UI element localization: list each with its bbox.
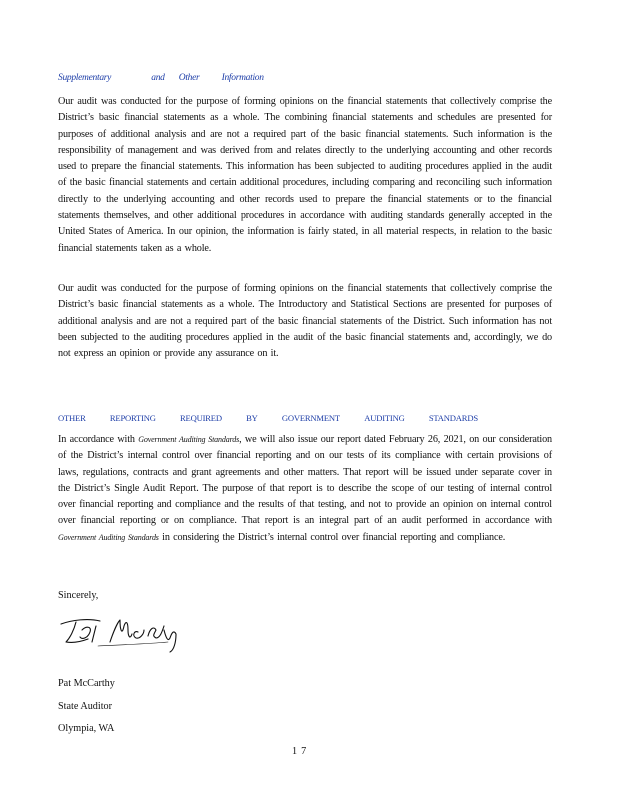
heading-word: Supplementary <box>58 73 112 83</box>
paragraph-text-start: In accordance with <box>58 434 139 445</box>
heading-word: Other <box>178 73 200 83</box>
signatory-location: Olympia, WA <box>58 723 115 734</box>
signatory-name: Pat McCarthy <box>58 678 115 689</box>
heading-word: OTHER <box>58 413 86 423</box>
signature-block <box>58 673 115 741</box>
supplementary-paragraph-1: Our audit was conducted for the purpose of forming opinions on the financial statements that collectively comprise the District’s basic financial statements as a whole. The combining financial statements and schedules are presented for purposes of additional analysis and are not a required part of the basic financial statements. Such information is the responsibility of management and was derived from and relates directly to the underlying accounting and other records used to prepare the financial statements. This information has been subjected to auditing procedures applied in the audit of the basic financial statements and certain additional procedures, including comparing and reconciling such information directly to the underlying accounting and other records used to prepare the financial statements or to the financial statements themselves, and other additional procedures in accordance with auditing standards generally accepted in the United States of America. In our opinion, the information is fairly stated, in all material respects, in relation to the basic financial statements taken as a whole. <box>58 96 552 254</box>
standards-reference: Government Auditing Standards <box>138 435 240 444</box>
heading-word: REPORTING <box>109 413 156 423</box>
heading-word: AUDITING <box>364 413 405 423</box>
paragraph-text-end: in considering the District’s internal control over financial reporting and compliance. <box>158 531 506 543</box>
heading-word: BY <box>246 413 258 423</box>
supplementary-heading <box>58 73 264 83</box>
other-reporting-heading <box>58 413 478 423</box>
supplementary-paragraph-2: Our audit was conducted for the purpose of forming opinions on the financial statements that collectively comprise the District’s basic financial statements as a whole. The Introductory and Statistical Sections are presented for purposes of additional analysis and are not a required part of the basic financial statements of the District. Such information has not been subjected to the auditing procedures applied in the audit of the basic financial statements and, accordingly, we do not express an opinion or provide any assurance on it. <box>58 283 552 360</box>
closing-salutation: Sincerely, <box>58 590 99 601</box>
heading-word: REQUIRED <box>180 413 222 423</box>
heading-word: STANDARDS <box>428 413 478 423</box>
signature-image <box>58 612 183 654</box>
heading-word: and <box>151 73 165 83</box>
standards-reference: Government Auditing Standards <box>58 532 159 542</box>
paragraph-text-mid: , we will also issue our report dated February 26, 2021, on our consideration of the District’s internal control over financial reporting and on our tests of its compliance with certain provisions of laws, regulations, contracts and grant agreements and other matters. That report will be issued under separate cover in the District’s Single Audit Report. The purpose of that report is to describe the scope of our testing of internal control over financial reporting and compliance and the results of that testing, and not to provide an opinion on internal control over financial reporting or on compliance. That report is an integral part of an audit performed in accordance with <box>58 434 552 527</box>
page-number: 17 <box>292 746 311 757</box>
heading-word: Information <box>221 73 264 83</box>
heading-word: GOVERNMENT <box>281 413 340 423</box>
other-reporting-paragraph <box>58 432 552 546</box>
signatory-title: State Auditor <box>58 700 113 712</box>
